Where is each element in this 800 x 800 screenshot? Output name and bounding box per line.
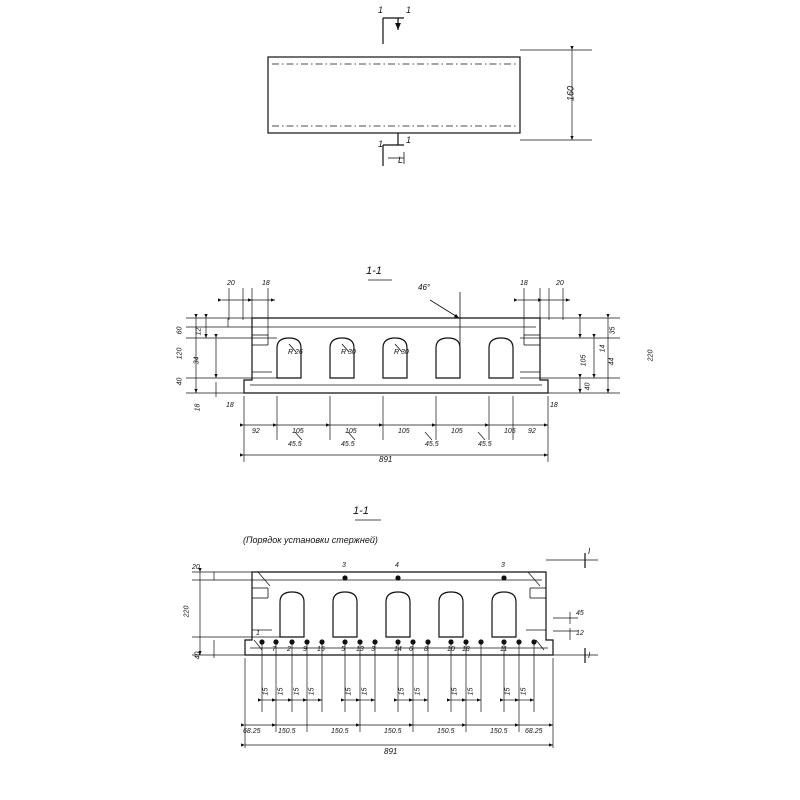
bottom-left-dim-20: 20 bbox=[192, 564, 200, 571]
right-dim-105: 105 bbox=[580, 354, 588, 367]
bottom-chain-dim-2: 150.5 bbox=[331, 728, 349, 735]
plan-height-dim: 160 bbox=[565, 85, 576, 102]
bottom-chain-dim-3: 150.5 bbox=[384, 728, 402, 735]
bottom-dim-105-2: 105 bbox=[345, 428, 357, 435]
bar-number-10: 6 bbox=[409, 646, 413, 653]
bottom-small-dim-12: 15 bbox=[520, 687, 528, 696]
bar-number-5: 15 bbox=[317, 646, 325, 653]
left-dim-60: 60 bbox=[176, 326, 184, 335]
bar-number-11: 8 bbox=[424, 646, 428, 653]
bottom-small-dim-8: 15 bbox=[414, 687, 422, 696]
top-right-dim-20: 20 bbox=[556, 280, 564, 287]
right-edge-dim-18b: 18 bbox=[550, 402, 558, 409]
section-top-label: 1-1 bbox=[366, 265, 382, 277]
left-dim-18: 18 bbox=[194, 403, 202, 412]
bottom-dim-105-4: 105 bbox=[451, 428, 463, 435]
bottom-small-dim-2: 15 bbox=[277, 687, 285, 696]
section-top-total-width: 891 bbox=[379, 455, 393, 464]
bar-number-6: 5 bbox=[341, 646, 345, 653]
plan-view-geometry bbox=[268, 18, 592, 166]
bar-number-12: 10 bbox=[447, 646, 455, 653]
bottom-small-dim-6: 15 bbox=[361, 687, 369, 696]
bar-number-top-2: 4 bbox=[395, 562, 399, 569]
right-dim-220: 220 bbox=[647, 349, 655, 362]
bar-number-13: 18 bbox=[462, 646, 470, 653]
bottom-dim-105-1: 105 bbox=[292, 428, 304, 435]
bottom-small-dim-9: 15 bbox=[451, 687, 459, 696]
section-bottom-subtitle: (Порядок установки стержней) bbox=[243, 535, 378, 545]
left-dim-40: 40 bbox=[176, 377, 184, 386]
bottom-dim-455-2: 45.5 bbox=[341, 441, 355, 448]
plan-section-mark-top-right: 1 bbox=[406, 5, 412, 15]
bottom-small-dim-10: 15 bbox=[467, 687, 475, 696]
bottom-small-dim-4: 15 bbox=[308, 687, 316, 696]
bottom-dim-92-right: 92 bbox=[528, 428, 536, 435]
section-bottom-total-width: 891 bbox=[384, 747, 398, 756]
bottom-small-dim-5: 15 bbox=[345, 687, 353, 696]
plan-section-mark-bottom-right: 1 bbox=[406, 135, 412, 145]
bottom-dim-105-5: 105 bbox=[504, 428, 516, 435]
left-dim-120: 120 bbox=[176, 347, 184, 360]
bar-number-9: 14 bbox=[394, 646, 402, 653]
bottom-chain-dim-1: 150.5 bbox=[278, 728, 296, 735]
bar-number-8: 3 bbox=[371, 646, 375, 653]
bottom-left-height-220: 220 bbox=[183, 605, 191, 618]
plan-section-mark-top: 1 bbox=[378, 5, 384, 15]
bottom-small-dim-3: 15 bbox=[293, 687, 301, 696]
bottom-dim-455-4: 45.5 bbox=[478, 441, 492, 448]
bottom-dim-455-1: 45.5 bbox=[288, 441, 302, 448]
bar-number-top-1: 3 bbox=[342, 562, 346, 569]
bottom-right-dim-12: 12 bbox=[576, 630, 584, 637]
bottom-chain-dim-4: 150.5 bbox=[437, 728, 455, 735]
top-left-dim-20: 20 bbox=[227, 280, 235, 287]
bottom-small-dim-1: 15 bbox=[262, 687, 270, 696]
top-right-dim-18: 18 bbox=[520, 280, 528, 287]
plan-length-mark: L bbox=[398, 155, 404, 165]
bottom-left-dim-40: 40 bbox=[194, 651, 202, 660]
bottom-right-dim-45: 45 bbox=[576, 610, 584, 617]
bottom-edge-dim-right: 68.25 bbox=[525, 728, 543, 735]
right-dim-14: 14 bbox=[599, 344, 607, 353]
bar-number-top-3: 3 bbox=[501, 562, 505, 569]
plan-section-mark-bottom: 1 bbox=[378, 139, 384, 149]
right-dim-35: 35 bbox=[609, 326, 617, 335]
bottom-edge-dim-left: 68.25 bbox=[243, 728, 261, 735]
radius-label-2: R 30 bbox=[341, 349, 356, 356]
top-left-dim-18: 18 bbox=[262, 280, 270, 287]
section-mark-I-lower: I bbox=[588, 651, 591, 660]
bar-number-7: 13 bbox=[356, 646, 364, 653]
right-dim-40: 40 bbox=[584, 382, 592, 391]
bar-number-2: 7 bbox=[272, 646, 276, 653]
bottom-small-dim-7: 15 bbox=[398, 687, 406, 696]
bottom-dim-92-left: 92 bbox=[252, 428, 260, 435]
section-mark-I-upper: I bbox=[588, 547, 591, 556]
bottom-small-dim-11: 15 bbox=[504, 687, 512, 696]
left-small-dim-18b: 18 bbox=[226, 402, 234, 409]
right-dim-44: 44 bbox=[608, 357, 616, 366]
left-small-dim-34: 34 bbox=[193, 356, 201, 365]
section-bottom-geometry bbox=[192, 520, 598, 748]
section-bottom-label: 1-1 bbox=[353, 505, 369, 517]
radius-label-1: R 26 bbox=[288, 349, 303, 356]
bar-number-14: 11 bbox=[500, 646, 508, 653]
bar-number-4: 9 bbox=[303, 646, 307, 653]
radius-label-3: R 30 bbox=[394, 349, 409, 356]
bottom-chain-dim-5: 150.5 bbox=[490, 728, 508, 735]
bottom-dim-105-3: 105 bbox=[398, 428, 410, 435]
bar-number-1: 1 bbox=[256, 630, 260, 637]
left-small-dim-12: 12 bbox=[195, 327, 203, 336]
bottom-dim-455-3: 45.5 bbox=[425, 441, 439, 448]
bar-number-3: 2 bbox=[287, 646, 291, 653]
section-top-angle-note: 46° bbox=[418, 283, 431, 292]
